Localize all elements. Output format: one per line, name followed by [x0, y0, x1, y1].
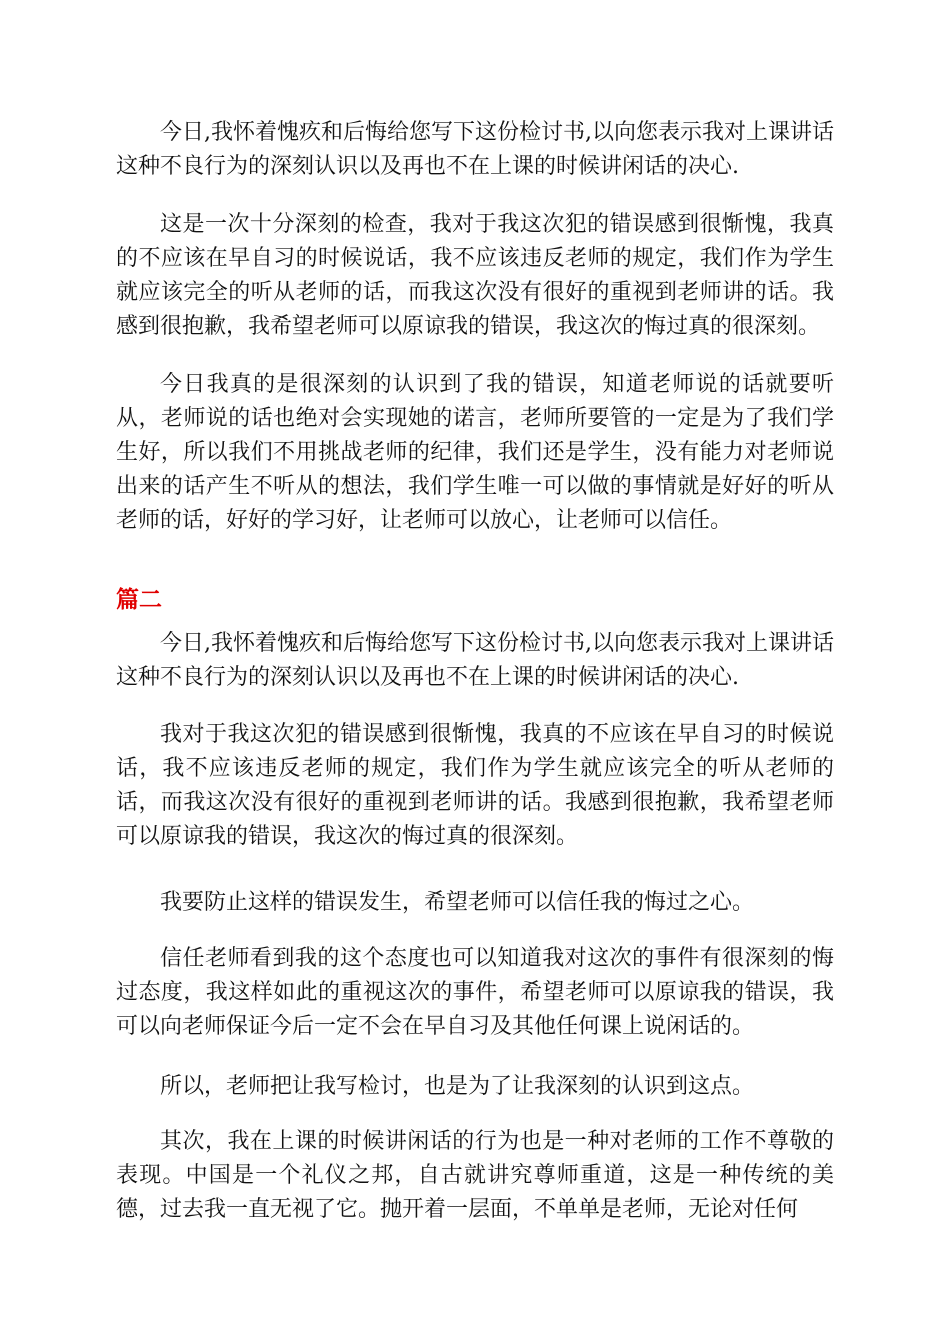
- paragraph: 其次，我在上课的时候讲闲话的行为也是一种对老师的工作不尊敬的表现。中国是一个礼仪之邦，自古就讲究尊师重道，这是一种传统的美德，过去我一直无视了它。抛开着一层面，不单单是老师，无论对任何: [116, 1129, 834, 1222]
- paragraph: 所以，老师把让我写检讨，也是为了让我深刻的认识到这点。: [160, 1074, 755, 1099]
- paragraph: 今日我真的是很深刻的认识到了我的错误，知道老师说的话就要听从，老师说的话也绝对会实现她的诺言，老师所要管的一定是为了我们学生好，所以我们不用挑战老师的纪律，我们还是学生，没有能力对老师说出来的话产生不听从的想法，我们学生唯一可以做的事情就是好好的听从老师的话，好好的学习好，让老师可以放心，让老师可以信任。: [116, 372, 834, 533]
- paragraph: 今日,我怀着愧疚和后悔给您写下这份检讨书,以向您表示我对上课讲话这种不良行为的深刻认识以及再也不在上课的时候讲闲话的决心.: [116, 120, 834, 179]
- paragraph: 这是一次十分深刻的检查，我对于我这次犯的错误感到很惭愧，我真的不应该在早自习的时候说话，我不应该违反老师的规定，我们作为学生就应该完全的听从老师的话，而我这次没有很好的重视到老师讲的话。我感到很抱歉，我希望老师可以原谅我的错误，我这次的悔过真的很深刻。: [116, 212, 834, 339]
- paragraph: 信任老师看到我的这个态度也可以知道我对这次的事件有很深刻的悔过态度，我这样如此的重视这次的事件，希望老师可以原谅我的错误，我可以向老师保证今后一定不会在早自习及其他任何课上说闲话的。: [116, 946, 834, 1039]
- section-heading: 篇二: [116, 587, 162, 613]
- paragraph: 我对于我这次犯的错误感到很惭愧，我真的不应该在早自习的时候说话，我不应该违反老师的规定，我们作为学生就应该完全的听从老师的话，而我这次没有很好的重视到老师讲的话。我感到很抱歉，我希望老师可以原谅我的错误，我这次的悔过真的很深刻。: [116, 722, 834, 849]
- paragraph: 我要防止这样的错误发生，希望老师可以信任我的悔过之心。: [160, 890, 755, 915]
- paragraph: 今日,我怀着愧疚和后悔给您写下这份检讨书,以向您表示我对上课讲话这种不良行为的深刻认识以及再也不在上课的时候讲闲话的决心.: [116, 631, 834, 690]
